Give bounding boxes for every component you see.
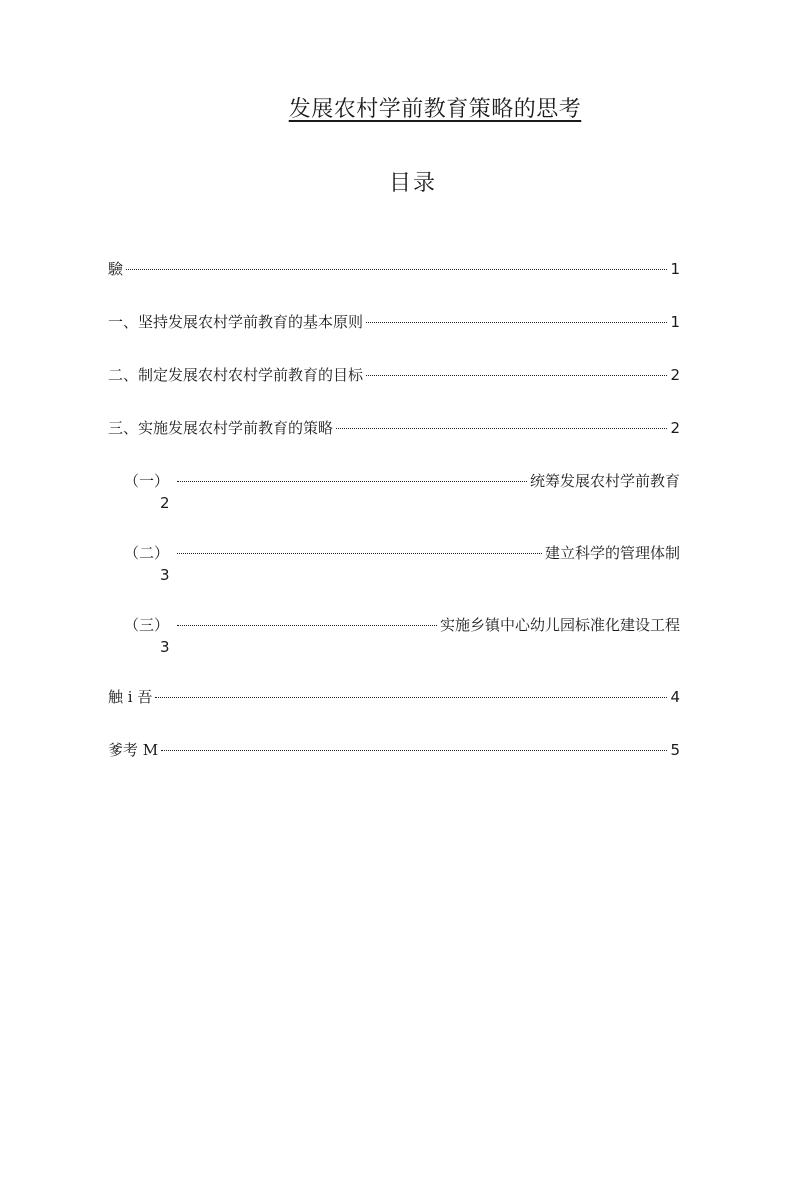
- toc-subentry-number: （一）: [124, 472, 170, 490]
- dot-leader: [366, 375, 667, 376]
- toc-page-number: 3: [160, 638, 170, 656]
- dot-leader: [177, 553, 542, 554]
- toc-entry-section-3[interactable]: [108, 417, 680, 439]
- toc-entry-label: 三、实施发展农村学前教育的策略: [108, 419, 334, 437]
- toc-page-number: 3: [160, 566, 170, 584]
- toc-heading: 目录: [388, 171, 437, 196]
- toc-entry-references[interactable]: [108, 739, 680, 761]
- dot-leader: [177, 625, 437, 626]
- dot-leader: [336, 428, 667, 429]
- dot-leader: [126, 269, 667, 270]
- toc-subentry-1[interactable]: [124, 470, 680, 514]
- table-of-contents: [108, 258, 680, 792]
- toc-page-number: 1: [670, 313, 680, 331]
- toc-entry-label: 驗: [108, 260, 124, 278]
- toc-entry-section-2[interactable]: [108, 364, 680, 386]
- toc-entry-label: 二、制定发展农村农村学前教育的目标: [108, 366, 364, 384]
- dot-leader: [155, 697, 667, 698]
- toc-entry-conclusion[interactable]: [108, 686, 680, 708]
- toc-page-number: 2: [670, 366, 680, 384]
- dot-leader: [366, 322, 667, 323]
- document-title: 发展农村学前教育策略的思考: [288, 97, 582, 122]
- toc-subentry-number: （二）: [124, 544, 170, 562]
- toc-subentry-label: 实施乡镇中心幼儿园标准化建设工程: [439, 616, 680, 634]
- toc-entry-abstract[interactable]: [108, 258, 680, 280]
- toc-page-number: 2: [160, 494, 170, 512]
- toc-subentry-label: 统筹发展农村学前教育: [529, 472, 680, 490]
- dot-leader: [161, 750, 667, 751]
- toc-page-number: 2: [670, 419, 680, 437]
- toc-subentry-3[interactable]: [124, 614, 680, 658]
- toc-entry-label: 触 i 吾: [108, 688, 153, 706]
- toc-page-number: 4: [670, 688, 680, 706]
- toc-entry-label: 一、坚持发展农村学前教育的基本原则: [108, 313, 364, 331]
- dot-leader: [177, 481, 527, 482]
- toc-entry-section-1[interactable]: [108, 311, 680, 333]
- toc-subentry-2[interactable]: [124, 542, 680, 586]
- toc-page-number: 1: [670, 260, 680, 278]
- toc-subentry-label: 建立科学的管理体制: [544, 544, 680, 562]
- toc-page-number: 5: [670, 741, 680, 759]
- toc-subentry-number: （三）: [124, 616, 170, 634]
- toc-entry-label: 爹考 M: [108, 741, 159, 759]
